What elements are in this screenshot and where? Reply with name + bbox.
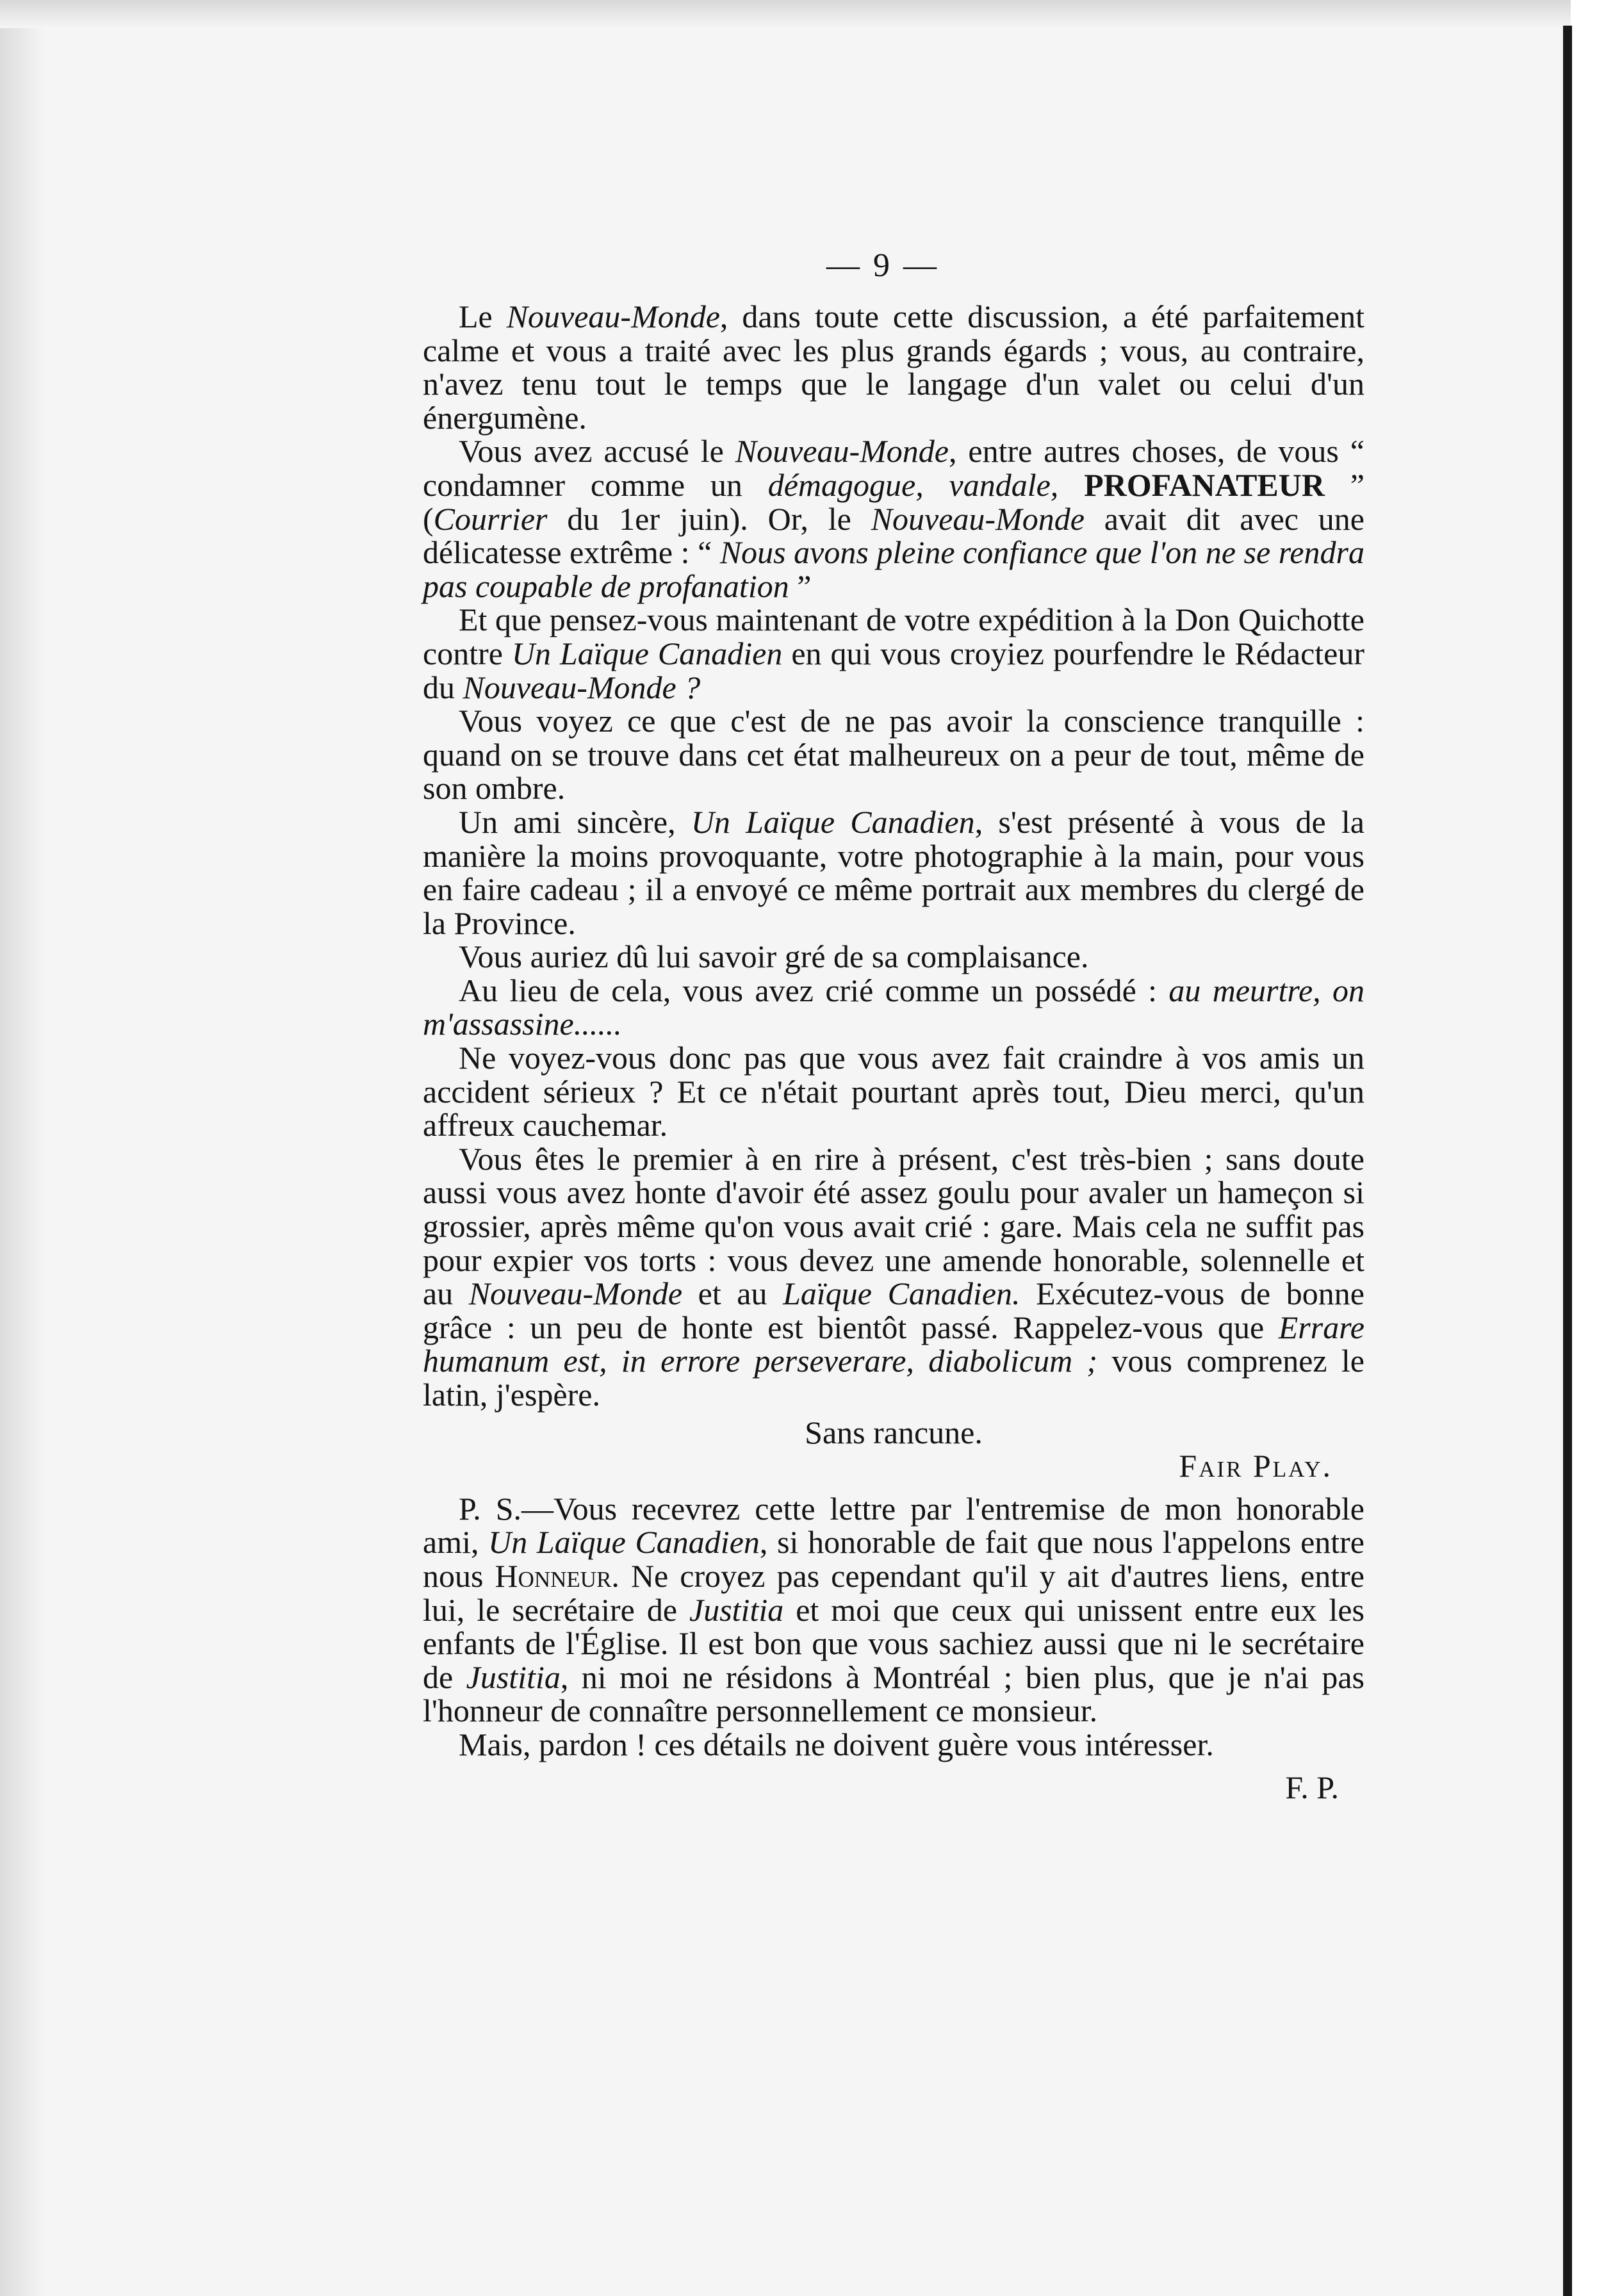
paragraph xyxy=(423,940,1364,974)
italic-run: Courrier xyxy=(433,500,548,537)
paragraph xyxy=(423,1492,1364,1728)
paragraph xyxy=(423,603,1364,704)
italic-run: Un Laïque Canadien xyxy=(511,635,783,671)
text-run: Le xyxy=(459,299,507,334)
text-run: Ne voyez-vous donc pas que vous avez fait craindre à vos amis un accident sérieux ? Et ce n'était pourtant après tout, Dieu merci, qu'un affreux cauchemar. xyxy=(423,1040,1364,1144)
italic-run: au meurtre, on m'assassine...... xyxy=(423,972,1364,1042)
italic-run: Nouveau-Monde xyxy=(871,500,1085,537)
italic-run: démagogue, vandale, xyxy=(767,466,1059,503)
text-run: avait dit avec une délicatesse extrême : “ xyxy=(423,500,1364,571)
italic-run: Errare humanum est, in errore perseverare, diabolicum ; xyxy=(423,1309,1364,1379)
body-paragraphs xyxy=(423,300,1364,1412)
paragraph xyxy=(423,300,1364,434)
spacer xyxy=(423,1762,1364,1771)
italic-run: Nouveau-Monde xyxy=(468,1275,683,1312)
text-run: en qui vous croyiez pourfendre le Rédacteur du xyxy=(423,635,1364,705)
text-run: P. S.—Vous recevrez cette lettre par l'entremise de mon honorable ami, xyxy=(423,1490,1364,1561)
text-run: PROFANATEUR xyxy=(1058,466,1325,503)
text-run: , si honorable de fait que nous l'appelons entre nous xyxy=(423,1524,1364,1594)
italic-run: Nouveau-Monde ? xyxy=(463,669,701,705)
italic-run: Nous avons pleine confiance que l'on ne se rendra pas coupable de profanation xyxy=(423,534,1364,604)
text-run: Et que pensez-vous maintenant de votre expédition à la Don Quichotte contre xyxy=(423,602,1364,671)
paragraph xyxy=(423,974,1364,1041)
text-run: Vous êtes le premier à en rire à présent, c'est très-bien ; sans doute aussi vous avez honte d'avoir été assez goulu pour avaler un hameçon si grossier, après même qu'on vous avait crié : gare. Mais cela ne suffit pas pour expier vos torts : vous devez une amende honorable, solennelle et au xyxy=(423,1140,1364,1312)
text-run: , entre autres choses, de vous “ condamner comme un xyxy=(423,433,1364,503)
text-run: Honneur. xyxy=(495,1557,619,1594)
text-run: du 1er juin). Or, le xyxy=(547,500,871,537)
text-run: , dans toute cette discussion, a été parfaitement calme et vous a traité avec les plus grands égards ; vous, au contraire, n'avez tenu tout le temps que le langage d'un valet ou celui d'un énergumène. xyxy=(423,299,1364,436)
text-run: Vous avez accusé le xyxy=(459,433,735,470)
text-run: , s'est présenté à vous de la manière la moins provoquante, votre photographie à la main, pour vous en faire cadeau ; il a envoyé ce même portrait aux membres du clergé de la Province. xyxy=(423,803,1364,941)
italic-run: Justitia xyxy=(466,1659,561,1695)
text-run: Mais, pardon ! ces détails ne doivent guère vous intéresser. xyxy=(459,1726,1214,1762)
text-run: et au xyxy=(682,1275,783,1312)
italic-run: Nouveau-Monde xyxy=(506,299,720,334)
text-run: vous comprenez le latin, j'espère. xyxy=(423,1343,1364,1413)
text-run: Exécutez-vous de bonne grâce : un peu de honte est bientôt passé. Rappelez-vous que xyxy=(423,1275,1364,1345)
text-run: , ni moi ne résidons à Montréal ; bien plus, que je n'ai pas l'honneur de connaître personnellement ce monsieur. xyxy=(423,1659,1364,1729)
italic-run: Nouveau-Monde xyxy=(735,433,949,470)
text-run: ” xyxy=(789,568,812,604)
closing-salutation: Sans rancune. xyxy=(805,1414,983,1450)
postscript xyxy=(423,1492,1364,1762)
signature: Fair Play. xyxy=(1179,1448,1332,1484)
italic-run: Un Laïque Canadien xyxy=(691,803,975,840)
paragraph xyxy=(423,805,1364,940)
paragraph xyxy=(423,704,1364,805)
italic-run: Justitia xyxy=(689,1591,784,1628)
text-run: Vous auriez dû lui savoir gré de sa complaisance. xyxy=(459,939,1089,975)
page-edge xyxy=(1563,26,1572,2296)
paragraph xyxy=(423,1728,1364,1762)
text-run: ” ( xyxy=(423,466,1364,537)
italic-run: Laïque Canadien. xyxy=(783,1275,1020,1312)
paragraph xyxy=(423,1142,1364,1412)
text-run: Ne croyez pas cependant qu'il y ait d'autres liens, entre lui, le secrétaire de xyxy=(423,1557,1364,1628)
italic-run: Un Laïque Canadien xyxy=(488,1524,760,1561)
text-run: Au lieu de cela, vous avez crié comme un possédé : xyxy=(459,972,1169,1008)
text-run: et moi que ceux qui unissent entre eux les enfants de l'Église. Il est bon que vous sachiez aussi que ni le secrétaire de xyxy=(423,1591,1364,1695)
text-run: Un ami sincère, xyxy=(459,803,691,840)
page-number: — 9 — xyxy=(826,247,939,284)
paragraph xyxy=(423,434,1364,603)
paragraph xyxy=(423,1041,1364,1142)
initials: F. P. xyxy=(1285,1769,1339,1805)
text-run: Vous voyez ce que c'est de ne pas avoir la conscience tranquille : quand on se trouve dans cet état malheureux on a peur de tout, même de son ombre. xyxy=(423,703,1364,807)
page-top-shadow xyxy=(0,0,1571,28)
binding-shadow xyxy=(0,0,45,2296)
letter-body xyxy=(423,300,1364,1804)
